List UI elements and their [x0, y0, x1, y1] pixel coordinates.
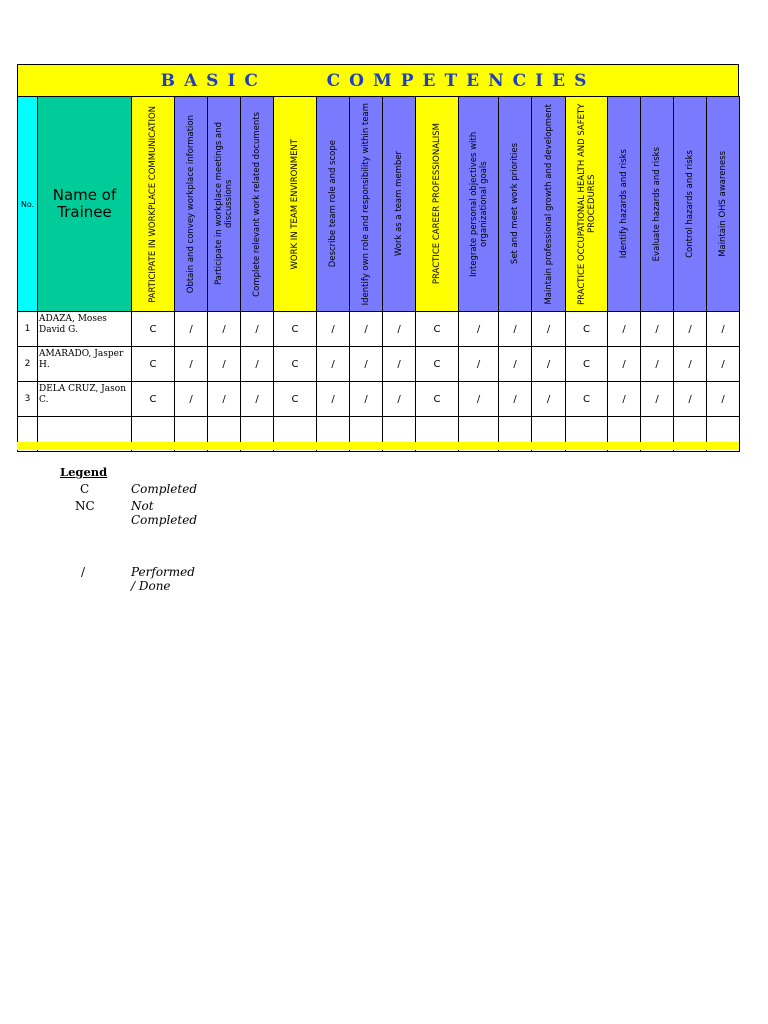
column-label: Participate in workplace meetings and discussions — [214, 122, 234, 286]
sub-competency-header — [499, 97, 532, 312]
sub-competency-header — [608, 97, 641, 312]
column-label: WORK IN TEAM ENVIRONMENT — [290, 138, 300, 270]
status-cell: / — [317, 347, 350, 382]
status-cell: / — [317, 382, 350, 417]
status-cell: / — [608, 382, 641, 417]
status-cell: / — [707, 382, 740, 417]
status-cell: C — [416, 382, 459, 417]
status-cell: C — [132, 382, 175, 417]
status-cell: / — [532, 347, 566, 382]
status-cell: C — [132, 312, 175, 347]
status-cell: / — [241, 382, 274, 417]
status-cell: / — [641, 347, 674, 382]
legend-symbol: NC — [75, 499, 95, 513]
header-row — [18, 97, 740, 312]
status-cell: C — [274, 382, 317, 417]
status-cell: / — [674, 312, 707, 347]
column-label: Work as a team member — [394, 151, 404, 257]
sheet-title: BASIC COMPETENCIES — [17, 64, 739, 97]
sub-competency-header — [532, 97, 566, 312]
trainee-name: ADAZA, Moses David G. — [38, 312, 132, 347]
status-cell: / — [175, 312, 208, 347]
row-number: 1 — [18, 312, 38, 347]
status-cell: / — [499, 347, 532, 382]
status-cell: / — [208, 382, 241, 417]
sub-competency-header — [350, 97, 383, 312]
column-label: Maintain professional growth and development — [543, 103, 554, 305]
column-label: PARTICIPATE IN WORKPLACE COMMUNICATION — [148, 105, 158, 303]
competency-table — [17, 96, 740, 452]
column-label: Maintain OHS awareness — [718, 151, 728, 257]
status-cell: / — [499, 382, 532, 417]
status-cell: / — [459, 382, 499, 417]
status-cell: / — [674, 382, 707, 417]
sub-competency-header — [674, 97, 707, 312]
status-cell: / — [208, 347, 241, 382]
status-cell: / — [175, 382, 208, 417]
legend-meaning: Completed — [131, 482, 198, 496]
column-label: PRACTICE CAREER PROFESSIONALISM — [432, 123, 442, 285]
status-cell: / — [383, 312, 416, 347]
row-number: 2 — [18, 347, 38, 382]
header-no: No. — [18, 97, 38, 312]
status-cell: / — [175, 347, 208, 382]
sub-competency-header — [641, 97, 674, 312]
core-competency-header — [132, 97, 175, 312]
column-label: Obtain and convey workplace information — [186, 114, 196, 294]
row-number: 3 — [18, 382, 38, 417]
status-cell: / — [350, 312, 383, 347]
status-cell: / — [241, 312, 274, 347]
column-label: Describe team role and scope — [328, 140, 338, 268]
table-row — [18, 312, 740, 347]
status-cell: / — [707, 312, 740, 347]
legend-title: Legend — [60, 465, 108, 479]
sub-competency-header — [383, 97, 416, 312]
status-cell: C — [274, 312, 317, 347]
trainee-name: AMARADO, Jasper H. — [38, 347, 132, 382]
legend-symbol: / — [81, 565, 86, 579]
table-row — [18, 382, 740, 417]
sub-competency-header — [208, 97, 241, 312]
sub-competency-header — [707, 97, 740, 312]
column-label: Complete relevant work related documents — [252, 111, 262, 297]
status-cell: / — [641, 382, 674, 417]
status-cell: / — [241, 347, 274, 382]
status-cell: / — [317, 312, 350, 347]
legend-meaning: Not Completed — [131, 499, 198, 527]
sub-competency-header — [317, 97, 350, 312]
column-label: Evaluate hazards and risks — [652, 146, 662, 262]
column-label: Control hazards and risks — [685, 150, 695, 258]
status-cell: / — [674, 347, 707, 382]
status-cell: / — [641, 312, 674, 347]
column-label: Integrate personal objectives with organizational goals — [468, 131, 489, 277]
status-cell: / — [383, 382, 416, 417]
core-competency-header — [566, 97, 608, 312]
status-cell: / — [707, 347, 740, 382]
status-cell: / — [532, 312, 566, 347]
status-cell: C — [274, 347, 317, 382]
status-cell: / — [459, 347, 499, 382]
status-cell: / — [350, 382, 383, 417]
status-cell: / — [608, 312, 641, 347]
sub-competency-header — [175, 97, 208, 312]
column-label: Identify own role and responsibility within team — [361, 102, 371, 306]
core-competency-header — [416, 97, 459, 312]
legend-meaning: Performed / Done — [131, 565, 195, 593]
legend-symbol: C — [80, 482, 90, 496]
sub-competency-header — [241, 97, 274, 312]
status-cell: / — [208, 312, 241, 347]
status-cell: C — [566, 312, 608, 347]
status-cell: / — [499, 312, 532, 347]
status-cell: C — [566, 347, 608, 382]
status-cell: C — [566, 382, 608, 417]
column-label: PRACTICE OCCUPATIONAL HEALTH AND SAFETY PROCEDURES — [576, 103, 597, 305]
header-name: Name of Trainee — [38, 97, 132, 312]
status-cell: C — [132, 347, 175, 382]
table-row — [18, 347, 740, 382]
status-cell: / — [532, 382, 566, 417]
column-label: Set and meet work priorities — [510, 143, 520, 265]
trainee-name: DELA CRUZ, Jason C. — [38, 382, 132, 417]
status-cell: / — [383, 347, 416, 382]
column-label: Identify hazards and risks — [619, 149, 629, 259]
status-cell: C — [416, 347, 459, 382]
status-cell: C — [416, 312, 459, 347]
status-cell: / — [459, 312, 499, 347]
status-cell: / — [608, 347, 641, 382]
core-competency-header — [274, 97, 317, 312]
sub-competency-header — [459, 97, 499, 312]
footer-strip — [17, 442, 739, 450]
status-cell: / — [350, 347, 383, 382]
